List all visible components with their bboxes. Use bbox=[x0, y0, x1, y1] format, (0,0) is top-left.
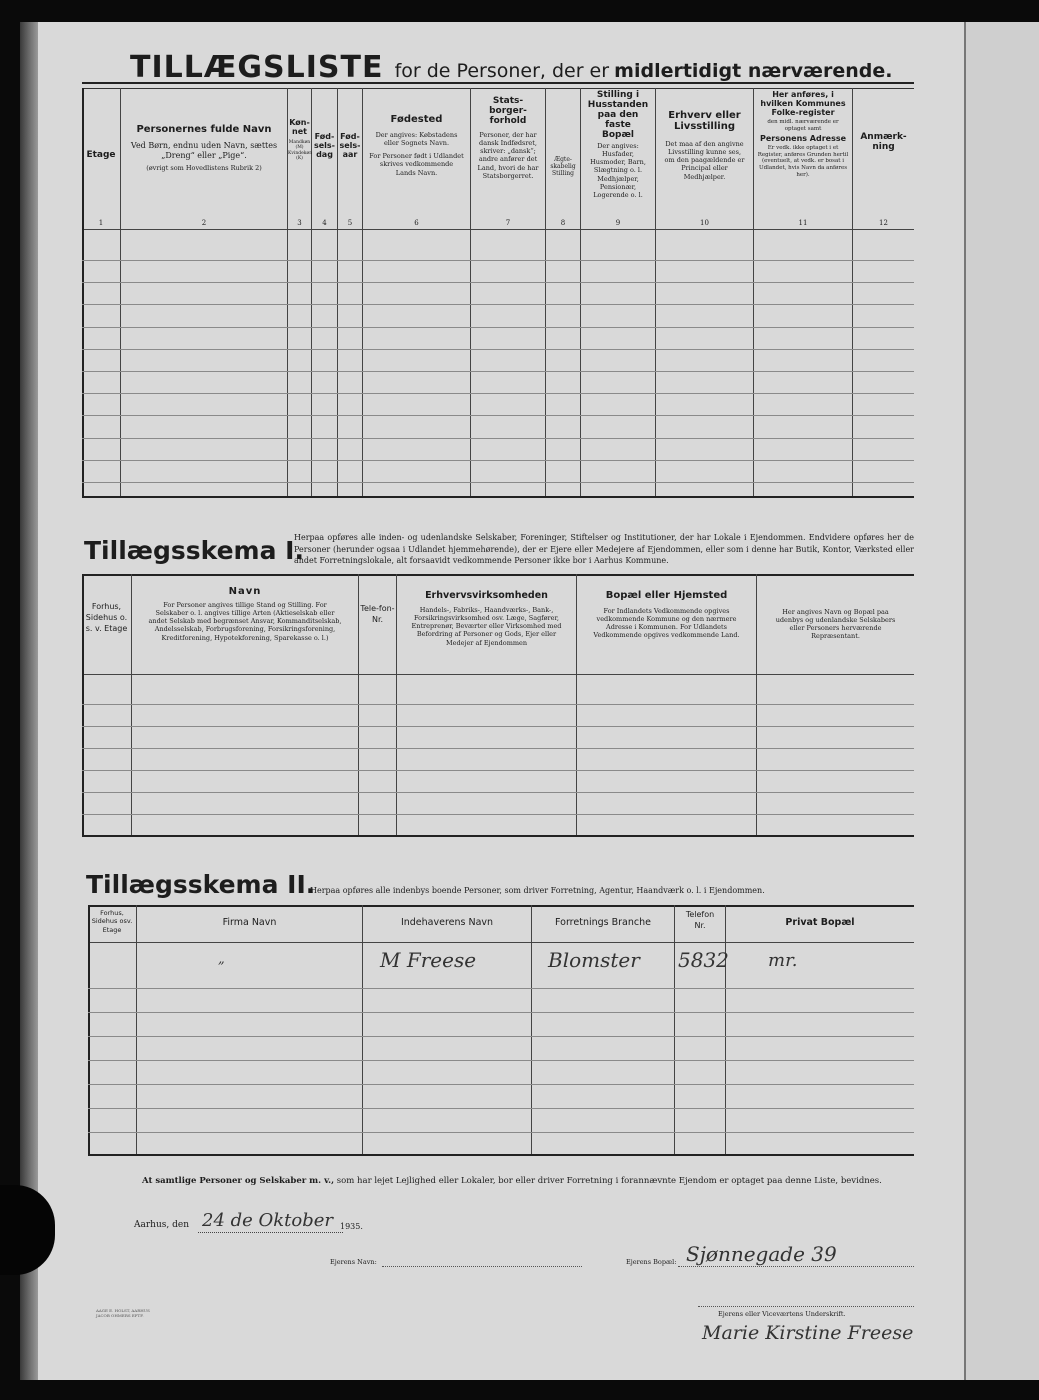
column-rule bbox=[725, 905, 726, 1154]
col-num-4: 4 bbox=[322, 219, 327, 227]
footer-statement-bold: At samtlige Personer og Selskaber m. v., bbox=[142, 1176, 335, 1186]
book-spine bbox=[20, 22, 38, 1380]
s2-row1-branche: Blomster bbox=[548, 948, 640, 972]
owner-addr-label: Ejerens Bopæl: bbox=[626, 1258, 677, 1266]
s1-navn-header bbox=[132, 574, 358, 674]
row-rule bbox=[82, 349, 914, 350]
row-rule bbox=[82, 327, 914, 328]
row-rule bbox=[82, 726, 914, 727]
s1-bopael-sub: For Indlandets Vedkommende opgives vedkommende Kommune og den nærmere Adresse i Kommunen. For Udlandets Vedkommende opgives vedkommende Land. bbox=[593, 607, 740, 640]
col-kon-label: Køn-net bbox=[289, 118, 310, 136]
s2-row1-telefon: 5832 bbox=[678, 948, 729, 972]
column-rule bbox=[531, 905, 532, 1154]
row-rule bbox=[82, 415, 914, 416]
schema2-title: Tillægsskema II. bbox=[86, 870, 316, 899]
col-statsborger-header bbox=[471, 88, 545, 229]
col-fodselsdag-header bbox=[312, 88, 337, 229]
col-fodselsaar-label: Fød-sels-aar bbox=[339, 132, 361, 159]
col-name-header bbox=[121, 88, 287, 229]
s2-etage-label: Forhus, Sidehus osv. Etage bbox=[91, 909, 133, 934]
s2-row1-indehaver: M Freese bbox=[380, 948, 477, 972]
footer-date: 24 de Oktober bbox=[202, 1210, 334, 1231]
row-rule bbox=[88, 1060, 914, 1061]
col-num-5: 5 bbox=[347, 219, 353, 227]
schema1-intro: Herpaa opføres alle inden- og udenlandske Selskaber, Foreninger, Stiftelser og Institutioner, der har Lokale i Ejendommen. Endvidere opføres her de Personer (herunder ogsaa i Udlandet hjemmehørende), der er Ejere eller Medejere af Ejendommen, eller som i denne har Butik, Kontor, Værksted eller andet Forretningslokale, alt forsaavidt vedkommende Personer ikke bor i Aarhus Kommune. bbox=[294, 533, 914, 566]
s2-indehaver-label: Indehaverens Navn bbox=[400, 917, 494, 928]
row-rule bbox=[82, 792, 914, 793]
col-aegteskab-header bbox=[546, 88, 580, 229]
col-anmaerkning-label: Anmærk-ning bbox=[860, 132, 907, 152]
signature-label: Ejerens eller Viceværtens Underskrift. bbox=[718, 1310, 846, 1318]
row-rule bbox=[82, 438, 914, 439]
footer-place: Aarhus, den bbox=[134, 1220, 189, 1230]
col-erhverv-label: Erhverv eller Livsstilling bbox=[668, 110, 741, 132]
col-name-sub2: (øvrigt som Hovedlistens Rubrik 2) bbox=[146, 164, 262, 172]
col-etage-header bbox=[82, 88, 120, 229]
col-num-1: 1 bbox=[98, 219, 104, 227]
col-fodested-header bbox=[363, 88, 470, 229]
footer-year: 1935. bbox=[340, 1222, 363, 1231]
row-rule bbox=[88, 1132, 914, 1133]
col-folkeregister-sub: den midl. nærværende er optaget samt bbox=[767, 119, 839, 132]
s2-branche-label: Forretnings Branche bbox=[555, 917, 651, 928]
col-num-12: 12 bbox=[879, 219, 888, 227]
signature: Marie Kirstine Freese bbox=[702, 1322, 914, 1344]
row-rule bbox=[88, 1084, 914, 1085]
col-folkeregister-header bbox=[754, 88, 852, 229]
s1-bopael-label: Bopæl eller Hjemsted bbox=[605, 590, 728, 601]
schema1-title: Tillægsskema I. bbox=[84, 536, 304, 565]
form-page bbox=[38, 22, 964, 1380]
row-rule bbox=[82, 260, 914, 261]
col-fodselsaar-header bbox=[338, 88, 362, 229]
col-erhverv-sub: Det maa af den angivne Livsstilling kunne ses, om den paagældende er Principal eller Medhjælper. bbox=[664, 140, 745, 181]
s2-firma-label: Firma Navn bbox=[222, 917, 277, 928]
row-rule bbox=[82, 482, 914, 483]
schema2-intro: Herpaa opføres alle indenbys boende Personer, som driver Forretning, Agentur, Haandværk o. l. i Ejendommen. bbox=[310, 886, 765, 895]
row-rule bbox=[88, 1036, 914, 1037]
col-statsborger-sub: Personer, der har dansk Indfødsret, skriver: „dansk“; andre anfører det Land, hvori de har Statsborgerret. bbox=[477, 131, 539, 180]
list-title-bold: midlertidigt nærværende. bbox=[614, 60, 893, 82]
column-rule bbox=[674, 905, 675, 1154]
list-title bbox=[130, 50, 892, 85]
s2-row1-bopael: mr. bbox=[768, 950, 798, 971]
facing-page-edge bbox=[964, 22, 1039, 1380]
row-rule bbox=[82, 814, 914, 815]
s2-etage-header bbox=[88, 907, 136, 934]
s1-navn-label: Navn bbox=[228, 586, 262, 597]
s1-erhverv-label: Erhvervsvirksomheden bbox=[425, 590, 548, 601]
row-rule bbox=[82, 748, 914, 749]
col-num-11: 11 bbox=[798, 219, 808, 227]
row-rule bbox=[88, 1108, 914, 1109]
s1-erhverv-header bbox=[397, 574, 576, 674]
col-statsborger-label: Stats-borger-forhold bbox=[489, 96, 527, 126]
col-folkeregister-sub2: Er vedk. ikke optaget i et Register, anføres Grunden hertil (eventuelt, at vedk. er bosat i Udlandet, hvis Navn da anføres her). bbox=[757, 145, 849, 178]
s1-bopael-header bbox=[577, 574, 756, 674]
col-fodselsdag-label: Fød-sels-dag bbox=[313, 132, 335, 159]
col-husstand-sub: Der angives: Husfader, Husmoder, Barn, Slægtning o. l. Medhjælper, Pensionær, Logerende o. l. bbox=[590, 142, 646, 199]
column-rule bbox=[362, 905, 363, 1154]
col-folkeregister-label: Her anføres, i hvilken Kommunes Folke-register bbox=[760, 90, 846, 117]
col-name-sub: Ved Børn, endnu uden Navn, sættes „Dreng“ eller „Pige“. bbox=[130, 141, 278, 160]
footer-statement bbox=[142, 1176, 914, 1186]
list-title-mid: for de Personer, der er bbox=[394, 60, 610, 82]
s1-telefon-label: Tele-fon-Nr. bbox=[360, 604, 395, 624]
row-rule bbox=[82, 304, 914, 305]
column-rule bbox=[88, 905, 90, 1154]
col-name-label: Personernes fulde Navn bbox=[136, 124, 272, 135]
col-num-2: 2 bbox=[201, 219, 207, 227]
col-fodested-sub2: For Personer født i Udlandet skrives vedkommende Lands Navn. bbox=[369, 152, 464, 177]
s2-telefon-label: Telefon Nr. bbox=[685, 910, 715, 930]
row-rule bbox=[88, 988, 914, 989]
s1-erhverv-sub: Handels-, Fabriks-, Haandværks-, Bank-, Forsikringsvirksomhed osv. Læge, Sagfører, Entreprenør, Beværter eller Virksomhed med Befordring af Personer og Gods, Ejer eller Medejer af Ejendommen bbox=[411, 606, 562, 647]
col-num-6: 6 bbox=[414, 219, 419, 227]
col-fodested-label: Fødested bbox=[390, 114, 443, 125]
col-fodested-sub: Der angives: Købstadens eller Sognets Navn. bbox=[375, 131, 458, 148]
row-rule bbox=[82, 371, 914, 372]
s1-rep-label: Her angives Navn og Bopæl paa udenbys og udenlandske Selskabers eller Personers herværende Repræsentant. bbox=[775, 608, 896, 641]
s1-rep-header bbox=[757, 574, 914, 674]
col-anmaerkning-header bbox=[853, 88, 914, 229]
s1-navn-sub: For Personer angives tillige Stand og Stilling. For Selskaber o. l. angives tillige Arten (Aktieselskab eller andet Selskab med begrænset Ansvar, Kommanditselskab, Andelsselskab, Forbrugsforening, Forsikringsforening, Kreditforening, Hypotekforening, Sparekasse o. l.) bbox=[148, 601, 342, 642]
printer-imprint: AAGE E. HOLST, AARHUS JACOB OHMERS EFTF. bbox=[96, 1308, 150, 1319]
col-num-8: 8 bbox=[560, 219, 566, 227]
col-etage-label: Etage bbox=[86, 150, 116, 160]
col-aegteskab-label: Ægte-skabelig Stilling bbox=[550, 156, 576, 178]
row-rule bbox=[82, 460, 914, 461]
col-kon-sub: Mandkøn (M) Kvindekøn (K) bbox=[288, 140, 313, 162]
col-kon-header bbox=[288, 88, 311, 229]
owner-name-label: Ejerens Navn: bbox=[330, 1258, 377, 1266]
col-husstand-header bbox=[581, 88, 655, 229]
col-num-9: 9 bbox=[615, 219, 621, 227]
row-rule bbox=[88, 1012, 914, 1013]
s1-etage-label: Forhus, Sidehus o. s. v. Etage bbox=[85, 602, 128, 633]
row-rule bbox=[82, 770, 914, 771]
s2-telefon-header bbox=[675, 910, 725, 932]
col-num-10: 10 bbox=[700, 219, 709, 227]
row-rule bbox=[82, 704, 914, 705]
s1-telefon-header bbox=[359, 574, 396, 674]
col-num-7: 7 bbox=[505, 219, 511, 227]
col-personens-adresse: Personens Adresse bbox=[759, 134, 847, 144]
list-title-big: TILLÆGSLISTE bbox=[130, 50, 384, 85]
s2-bopael-label: Privat Bopæl bbox=[785, 917, 855, 928]
footer-statement-text: som har lejet Lejlighed eller Lokaler, bor eller driver Forretning i forannævnte Ejendom er optaget paa denne Liste, bevidnes. bbox=[336, 1176, 882, 1186]
owner-addr-hand: Sjønnegade 39 bbox=[686, 1242, 837, 1266]
row-rule bbox=[82, 393, 914, 394]
col-husstand-bopael: Bopæl bbox=[601, 130, 634, 140]
col-erhverv-header bbox=[656, 88, 753, 229]
column-rule bbox=[136, 905, 137, 1154]
col-num-3: 3 bbox=[297, 219, 302, 227]
s1-etage-header bbox=[82, 574, 131, 674]
row-rule bbox=[82, 282, 914, 283]
col-husstand-label: Stilling i Husstanden paa den faste bbox=[587, 90, 649, 130]
s2-row1-firma: „ bbox=[218, 952, 225, 967]
